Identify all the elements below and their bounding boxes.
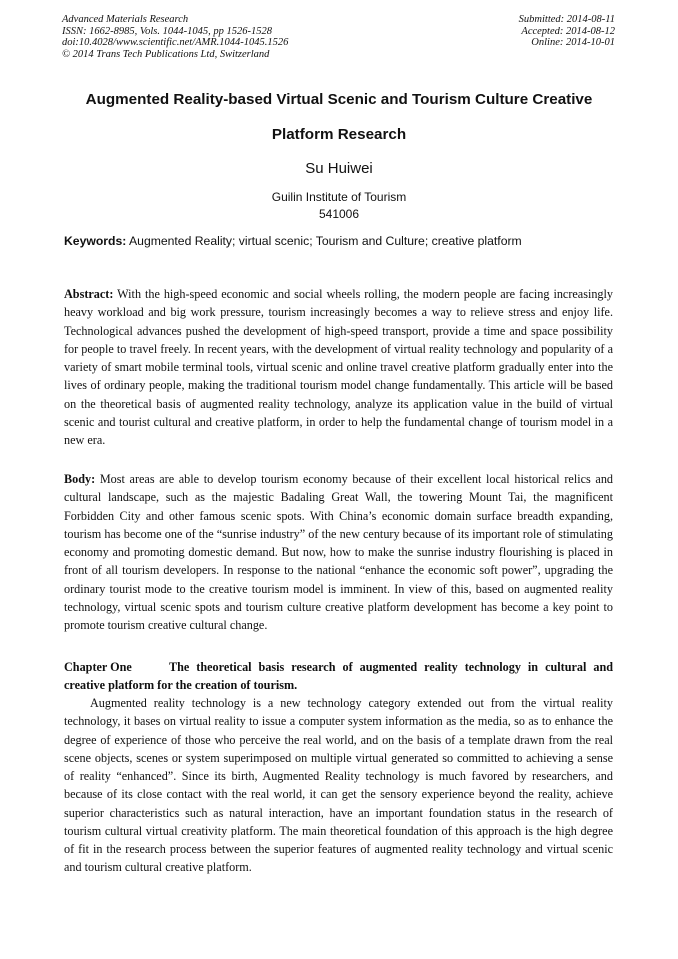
keywords-text: Augmented Reality; virtual scenic; Tourism and Culture; creative platform [129,234,522,248]
paper-title-line-1: Augmented Reality-based Virtual Scenic and Tourism Culture Creative [85,91,593,108]
copyright-line: © 2014 Trans Tech Publications Ltd, Switzerland [62,48,270,60]
chapter-heading [64,658,613,694]
paper-title-line-2: Platform Research [271,126,407,143]
submission-dates [519,14,615,49]
accepted-date: Accepted: 2014-08-12 [521,25,615,37]
abstract-text: With the high-speed economic and social wheels rolling, the modern people are facing increasingly heavy workload and big work pressure, tourism increasingly becomes a way to relieve stress and enjoy life. Technological advances pushed the development of high-speed transport, provide a time and space possibility for people to travel freely. In recent years, with the development of virtual reality technology and popularity of a variety of smart mobile terminal tools, virtual scenic and online travel creative platform gradually enter into the lives of ordinary people, making the traditional tourism model change fundamentally. This article will be based on the theoretical basis of augmented reality technology, analyze its application value in the build of virtual scenic and tourist cultural and creative platform, in order to help the fundamental change of tourism model in a new era. [64,287,614,447]
chapter-number: Chapter One [64,660,132,674]
online-date: Online: 2014-10-01 [531,37,615,49]
author-name: Su Huiwei [305,160,373,177]
chapter-title: The theoretical basis research of augmented reality technology in cultural and creative platform for the creation of tourism. [64,660,613,692]
abstract-label: Abstract: [64,287,114,301]
issn-line: ISSN: 1662-8985, Vols. 1044-1045, pp 1526-1528 [62,25,272,37]
keywords-label: Keywords: [64,234,127,248]
keywords-line [64,234,616,248]
affiliation: Guilin Institute of Tourism [271,190,407,204]
body-text: Most areas are able to develop tourism economy because of their excellent local historical relics and cultural landscape, such as the majestic Badaling Great Wall, the towering Mount Tai, the magnificent Forbidden City and other famous scenic spots. With China’s economic domain surface breadth expanding, tourism has become one of the “sunrise industry” of the new century because of its important role of stimulating economy and promoting domestic demand. But now, how to make the sunrise industry flourishing is placed in front of all tourism developers. In response to the national “enhance the economic soft power”, upgrading the ordinary tourist mode to the creative tourism model is imminent. In view of this, based on augmented reality technology, virtual scenic spots and tourism culture creative platform development has become a key point to promote tourism creative cultural change. [64,472,614,632]
body-paragraph [64,470,613,634]
doi-line: doi:10.4028/www.scientific.net/AMR.1044-1045.1526 [62,37,289,49]
journal-info [62,14,288,60]
abstract-paragraph [64,285,613,449]
body-label: Body: [64,472,96,486]
postcode: 541006 [318,207,360,221]
chapter-paragraph: Augmented reality technology is a new technology category extended out from the virtual reality technology, it bases on virtual reality to issue a computer system information as the media, so as to enhance the degree of experience of those who perceive the real world, and on the basis of a template drawn from the real scene objects, scenes or system superimposed on multiple virtual generated so committed to achieving a sense of reality “enhanced”. Since its birth, Augmented Reality technology is much favored by researchers, and because of its close contact with the real world, it can get the sensory experience beyond the reality, achieve superior characteristics such as natural interaction, have an important foundation status in the research of tourism cultural virtual creativity platform. The main theoretical foundation of this approach is the high degree of fit in the research process between the superior features of augmented reality technology and virtual scenic and tourism cultural creative platform. [64,696,613,875]
journal-name: Advanced Materials Research [62,14,189,25]
submitted-date: Submitted: 2014-08-11 [518,14,615,25]
